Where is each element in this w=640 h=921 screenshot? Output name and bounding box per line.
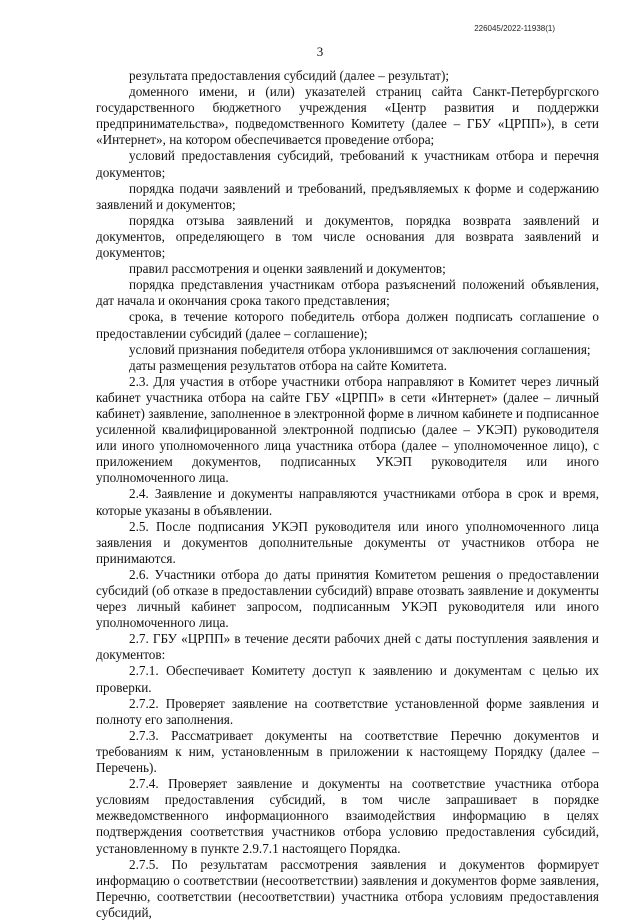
- paragraph: условий предоставления субсидий, требований к участникам отбора и перечня документов;: [96, 148, 599, 180]
- paragraph: 2.5. После подписания УКЭП руководителя или иного уполномоченного лица заявления и документов дополнительные документы от участников отбора не принимаются.: [96, 518, 599, 566]
- paragraph: условий признания победителя отбора уклонившимся от заключения соглашения;: [129, 341, 591, 357]
- paragraph: 2.7.5. По результатам рассмотрения заявления и документов формирует информацию о соответствии (несоответствии) заявления и документов форме заявления, Перечню, соответствии (несоответствии) участника отбора условиям предоставления субсидий,: [96, 856, 599, 920]
- paragraph: срока, в течение которого победитель отбора должен подписать соглашение о предоставлении субсидий (далее – соглашение);: [96, 309, 599, 341]
- paragraph: 2.7.3. Рассматривает документы на соответствие Перечню документов и требованиям к ним, установленным в приложении к настоящему Порядку (далее – Перечень).: [96, 727, 599, 776]
- paragraph: порядка отзыва заявлений и документов, порядка возврата заявлений и документов, определяющего в том числе основания для возврата заявлений и документов;: [96, 212, 599, 261]
- paragraph: правил рассмотрения и оценки заявлений и документов;: [129, 261, 446, 277]
- paragraph: 2.3. Для участия в отборе участники отбора направляют в Комитет через личный кабинет участника отбора на сайте ГБУ «ЦРПП» в сети «Интернет» (далее – личный кабинет) заявление, заполненное в электронной форме в личном кабинете и подписанное усиленной квалифицированной электронной подписью (далее – УКЭП) руководителя или иного уполномоченного лица участника отбора (далее – уполномоченное лицо), с приложением документов, подписанных УКЭП руководителя или иного уполномоченного лица.: [96, 373, 599, 486]
- page-number: 3: [316, 44, 324, 59]
- document-number: 226045/2022-11938(1): [474, 24, 555, 33]
- paragraph: порядка представления участникам отбора разъяснений положений объявления, дат начала и окончания срока такого представления;: [96, 277, 599, 309]
- paragraph: 2.7. ГБУ «ЦРПП» в течение десяти рабочих дней с даты поступления заявления и документов:: [96, 631, 599, 663]
- paragraph: 2.7.2. Проверяет заявление на соответствие установленной форме заявления и полноту его заполнения.: [96, 695, 599, 727]
- paragraph: порядка подачи заявлений и требований, предъявляемых к форме и содержанию заявлений и документов;: [96, 180, 599, 212]
- document-body: [96, 68, 599, 921]
- paragraph: результата предоставления субсидий (далее – результат);: [129, 68, 450, 83]
- paragraph: 2.6. Участники отбора до даты принятия Комитетом решения о предоставлении субсидий (об отказе в предоставлении субсидий) вправе отозвать заявление и документы через личный кабинет запросом, подписанным УКЭП руководителя или иного уполномоченного лица.: [96, 566, 599, 631]
- paragraph: 2.4. Заявление и документы направляются участниками отбора в срок и время, которые указаны в объявлении.: [96, 486, 599, 518]
- paragraph: даты размещения результатов отбора на сайте Комитета.: [129, 357, 447, 373]
- paragraph: доменного имени, и (или) указателей страниц сайта Санкт-Петербургского государственного бюджетного учреждения «Центр развития и поддержки предпринимательства», подведомственного Комитету (далее – ГБУ «ЦРПП»), в сети «Интернет», на котором обеспечивается проведение отбора;: [96, 84, 599, 148]
- paragraph: 2.7.4. Проверяет заявление и документы на соответствие участника отбора условиям предоставления субсидий, в том числе запрашивает в порядке межведомственного информационного взаимодействия информацию в целях подтверждения соответствия участников отбора условию предоставления субсидий, установленному в пункте 2.9.7.1 настоящего Порядка.: [96, 776, 599, 856]
- paragraph: 2.7.1. Обеспечивает Комитету доступ к заявлению и документам с целью их проверки.: [96, 663, 599, 695]
